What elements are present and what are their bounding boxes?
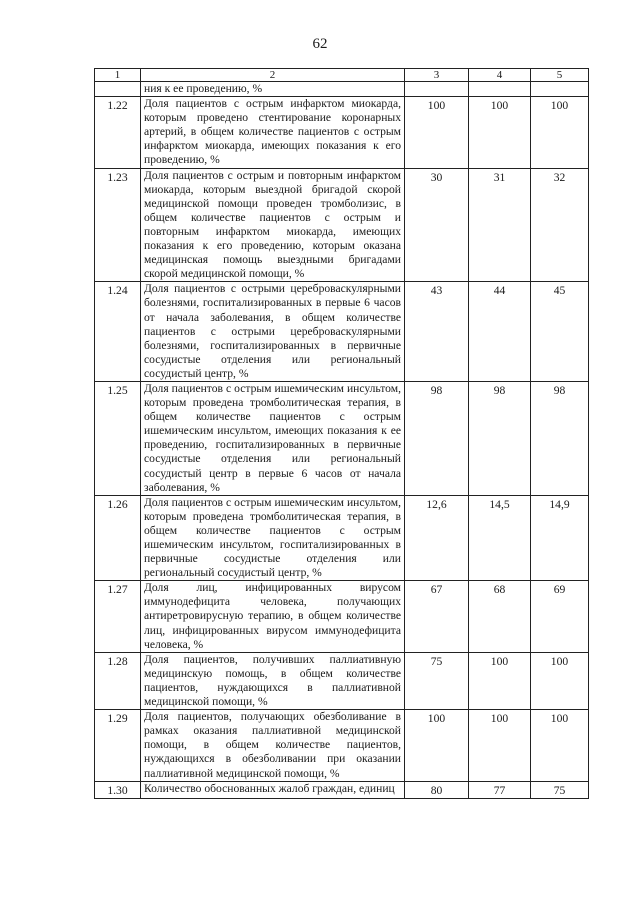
table-row: [95, 781, 589, 798]
page-number: 62: [312, 36, 328, 52]
target-value-col5: 100: [531, 652, 589, 709]
table-row: [95, 710, 589, 781]
target-value-col4: 100: [469, 97, 531, 168]
table-row: [95, 581, 589, 652]
value-cell: [405, 82, 469, 97]
column-number: 3: [405, 69, 469, 82]
target-value-col5: 45: [531, 282, 589, 382]
target-value-col3: 80: [405, 781, 469, 798]
target-value-col4: 100: [469, 652, 531, 709]
target-value-col3: 75: [405, 652, 469, 709]
target-value-col3: 12,6: [405, 495, 469, 581]
target-value-col5: 14,9: [531, 495, 589, 581]
target-value-col4: 98: [469, 381, 531, 495]
target-value-col3: 100: [405, 97, 469, 168]
target-value-col4: 68: [469, 581, 531, 652]
target-value-col3: 100: [405, 710, 469, 781]
row-code: 1.24: [95, 282, 141, 382]
row-description: Доля лиц, инфицированных вирусом иммунодефицита человека, получающих антиретровирусную терапию, в общем количестве лиц, инфицированных вирусом иммунодефицита человека, %: [141, 581, 405, 652]
table-row: [95, 652, 589, 709]
column-number: 1: [95, 69, 141, 82]
target-value-col4: 14,5: [469, 495, 531, 581]
target-value-col3: 98: [405, 381, 469, 495]
target-value-col3: 43: [405, 282, 469, 382]
target-value-col5: 69: [531, 581, 589, 652]
continuation-row: [95, 82, 589, 97]
row-code-cell: [95, 82, 141, 97]
table-row: [95, 381, 589, 495]
row-code: 1.22: [95, 97, 141, 168]
table-row: [95, 495, 589, 581]
value-cell: [531, 82, 589, 97]
target-value-col5: 100: [531, 97, 589, 168]
target-value-col3: 30: [405, 168, 469, 282]
target-value-col4: 31: [469, 168, 531, 282]
column-number: 4: [469, 69, 531, 82]
target-value-col5: 98: [531, 381, 589, 495]
value-cell: [469, 82, 531, 97]
row-code: 1.23: [95, 168, 141, 282]
row-code: 1.30: [95, 781, 141, 798]
target-value-col5: 75: [531, 781, 589, 798]
target-value-col4: 44: [469, 282, 531, 382]
column-number: 2: [141, 69, 405, 82]
row-code: 1.27: [95, 581, 141, 652]
column-number-row: [95, 69, 589, 82]
table-row: [95, 282, 589, 382]
row-description: Доля пациентов с острым и повторным инфарктом миокарда, которым выездной бригадой скорой медицинской помощи проведен тромболизис, в общем количестве пациентов с острым и повторным инфарктом миокарда, имеющих показания к его проведению, которым оказана медицинская помощь выездными бригадами скорой медицинской помощи, %: [141, 168, 405, 282]
row-description: Доля пациентов с острым ишемическим инсультом, которым проведена тромболитическая терапия, в общем количестве пациентов с острым ишемическим инсультом, имеющих показания к ее проведению, госпитализированных в первичные сосудистые отделения или региональный сосудистый центр в первые 6 часов от начала заболевания, %: [141, 381, 405, 495]
target-value-col5: 100: [531, 710, 589, 781]
row-code: 1.25: [95, 381, 141, 495]
row-code: 1.28: [95, 652, 141, 709]
row-description: Доля пациентов, получающих обезболивание в рамках оказания паллиативной медицинской помощи, в общем количестве пациентов, нуждающихся в обезболивании при оказании паллиативной медицинской помощи, %: [141, 710, 405, 781]
target-value-col4: 77: [469, 781, 531, 798]
table-row: [95, 168, 589, 282]
row-description: Количество обоснованных жалоб граждан, единиц: [141, 781, 405, 798]
continuation-text: ния к ее проведению, %: [141, 82, 405, 97]
row-description: Доля пациентов, получивших паллиативную медицинскую помощь, в общем количестве пациентов, нуждающихся в паллиативной медицинской помощи, %: [141, 652, 405, 709]
table-row: [95, 97, 589, 168]
indicators-table: [94, 68, 589, 799]
column-number: 5: [531, 69, 589, 82]
target-value-col3: 67: [405, 581, 469, 652]
row-description: Доля пациентов с острым инфарктом миокарда, которым проведено стентирование коронарных артерий, в общем количестве пациентов с острым инфарктом миокарда, имеющих показания к его проведению, %: [141, 97, 405, 168]
row-description: Доля пациентов с острым ишемическим инсультом, которым проведена тромболитическая терапия, в общем количестве пациентов с острым ишемическим инсультом, госпитализированных в первичные сосудистые отделения или региональный сосудистый центр, %: [141, 495, 405, 581]
row-code: 1.26: [95, 495, 141, 581]
target-value-col4: 100: [469, 710, 531, 781]
row-code: 1.29: [95, 710, 141, 781]
row-description: Доля пациентов с острыми цереброваскулярными болезнями, госпитализированных в первые 6 часов от начала заболевания, в общем количестве пациентов с острыми цереброваскулярными болезнями, госпитализированных в первичные сосудистые отделения или региональный сосудистый центр, %: [141, 282, 405, 382]
target-value-col5: 32: [531, 168, 589, 282]
